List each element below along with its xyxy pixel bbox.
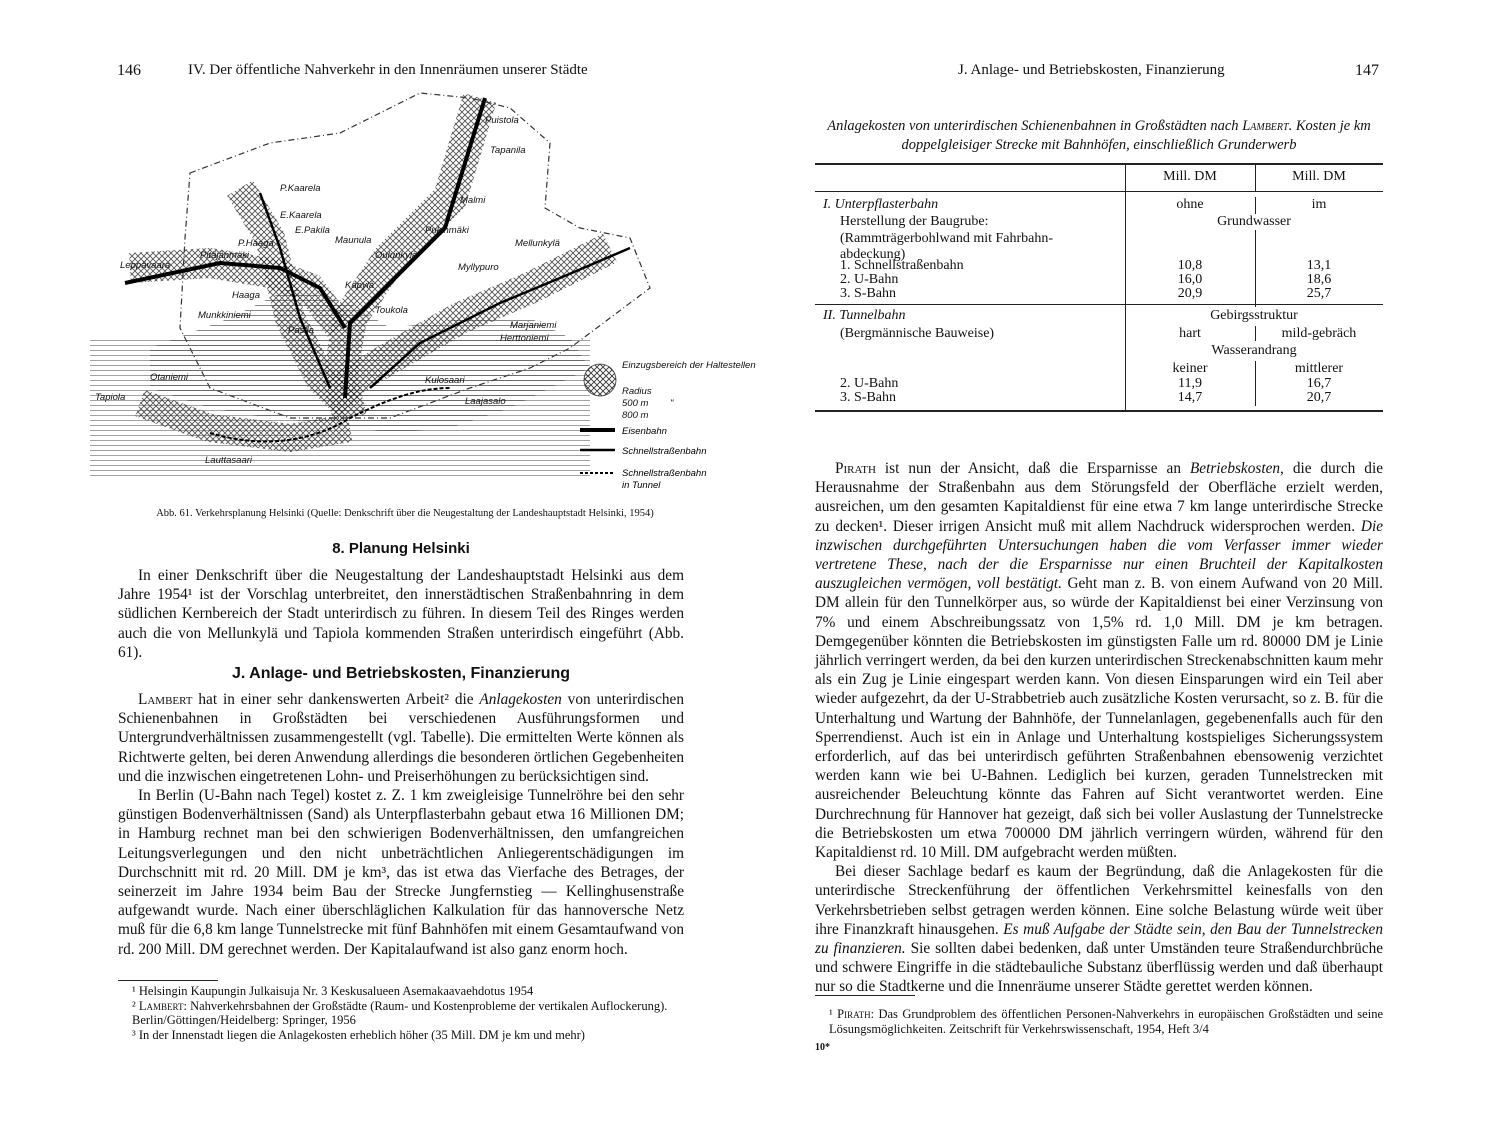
row-label: 2. U-Bahn bbox=[840, 272, 899, 287]
pirath-paragraph bbox=[815, 459, 1383, 862]
legend-fast-tram-label: Schnellstraßenbahn bbox=[622, 446, 707, 457]
s2-span: Gebirgsstruktur bbox=[1210, 308, 1298, 323]
row-label: 3. S-Bahn bbox=[840, 390, 896, 405]
map-label: Tapanila bbox=[490, 145, 526, 156]
section-j-heading: J. Anlage- und Betriebskosten, Finanzierung bbox=[231, 665, 571, 682]
map-label: Toukola bbox=[375, 305, 408, 316]
s1-sub: abdeckung) bbox=[840, 247, 906, 262]
table-section-rule bbox=[815, 304, 1383, 305]
legend-tunnel-label-1: Schnellstraßenbahn bbox=[622, 468, 707, 479]
map-legend bbox=[580, 360, 756, 491]
map-label: Mellunkylä bbox=[515, 238, 560, 249]
running-header-right: J. Anlage- und Betriebskosten, Finanzierung bbox=[958, 62, 1225, 78]
text-run: ist nun der Ansicht, daß die Ersparnisse an bbox=[875, 460, 1190, 477]
helsinki-traffic-map bbox=[90, 88, 756, 503]
legend-ditto: " bbox=[670, 398, 674, 409]
map-label: Malmi bbox=[460, 195, 486, 206]
text-run: . Kosten je km doppelgleisiger Strecke mit Bahnhöfen, einschließlich Grunderwerb bbox=[901, 118, 1371, 153]
row-label: 2. U-Bahn bbox=[840, 376, 899, 391]
lambert-paragraph bbox=[118, 690, 684, 786]
emphasis: Anlagekosten bbox=[479, 691, 562, 708]
map-label: Tapiola bbox=[95, 392, 126, 403]
author-name: Pirath bbox=[837, 1007, 871, 1021]
text-run: ¹ bbox=[829, 1007, 838, 1021]
map-label: P.Kaarela bbox=[280, 183, 321, 194]
legend-catchment-swatch bbox=[584, 364, 616, 396]
map-label: Pukinmäki bbox=[425, 225, 469, 236]
row-value: 18,6 bbox=[1306, 272, 1332, 287]
row-value: 16,0 bbox=[1177, 272, 1203, 287]
map-label: Oulunkylä bbox=[375, 250, 418, 261]
text-run: Bei dieser Sachlage bedarf es kaum der Begründung, daß die Anlagekosten für die unterirdische Streckenführung der öffentlichen Verkehrsmittel keinesfalls von den Verkehrsbetrieben selbst getragen werden können. Eine solche Belastung würde weit über ihre Finanzkraft hinausgehen. bbox=[815, 863, 1383, 938]
footnotes-right bbox=[815, 1007, 1383, 1056]
table-col-divider bbox=[1255, 326, 1256, 341]
text-run: I. Unterpflasterbahn bbox=[823, 197, 939, 212]
running-header-left: IV. Der öffentliche Nahverkehr in den Innenräumen unserer Städte bbox=[188, 62, 588, 78]
map-label: Kulosaari bbox=[425, 375, 465, 386]
legend-r800: 800 m bbox=[622, 410, 649, 421]
page-number-right: 147 bbox=[1355, 62, 1379, 79]
text-run: Sie sollten dabei bedenken, daß unter Umständen teure Straßendurchbrüche und schwere Eingriffe in die städtebauliche Substanz überflüssig werden und daß überhaupt nur so die Stadtkerne und die Innenräume unserer Städte gerettet werden können. bbox=[815, 940, 1384, 996]
emphasis: Es muß Aufgabe der Städte sein, den Bau der Tunnelstrecken zu finanzieren. bbox=[815, 920, 1383, 958]
map-label: Laajasalo bbox=[465, 396, 506, 407]
map-label: Maunula bbox=[335, 235, 372, 246]
row-value: 20,7 bbox=[1306, 390, 1332, 405]
legend-catchment-label: Einzugsbereich der Haltestellen bbox=[622, 360, 756, 371]
s1-span: Grundwasser bbox=[1125, 214, 1383, 230]
section-j-body bbox=[118, 690, 684, 959]
row-label: 1. Schnellstraßenbahn bbox=[840, 258, 964, 273]
map-label: Haaga bbox=[232, 290, 260, 301]
footnote-pirath bbox=[815, 1007, 1383, 1036]
author-name: Pirath bbox=[835, 460, 876, 477]
text-run: Geht man z. B. von einem Aufwand von 20 Mill. DM allein für den Tunnelkörper aus, so würde der Kapitaldienst bei einer Verzinsung von 7% und einem Abschreibungssatz von 1,5% rd. 1,0 Mill. DM je km betragen. Demgegenüber könnten die Betriebskosten im günstigsten Falle um rd. 80000 DM je Linie jährlich verringert werden, da bei den kurzen unterirdischen Streckenabschnitten kaum mehr als ein Zug je Linie eingespart werden kann. Von diesen Einsparungen wird ein Teil aber wieder aufgezehrt, da der U-Strabbetrieb auch zusätzliche Kosten verursacht, so z. B. für die Unterhaltung und Wartung der Bahnhöfe, der Tunnelanlagen, gegebenenfalls auch für den Sperrendienst. Auch ist ein in Anlage und Unterhaltung kostspieliges Sicherungssystem erforderlich, auf das bei unterirdisch geführten Straßenbahnen ebensowenig verzichtet werden kann wie bei U-Bahnen. Lediglich bei kurzen, geraden Tunnelstrecken mit ausreichender Beleuchtung könnte das Fahren auf Sicht verantwortet werden. Eine Durchrechnung für Hannover hat gezeigt, daß sich bei voller Auslastung der Tunnelstrecke die Betriebskosten um etwa 700000 DM jährlich verringern würden, während für den Kapitaldienst rd. 10 Mill. DM aufgebracht werden müßten. bbox=[815, 575, 1383, 862]
s2-sub: (Bergmännische Bauweise) bbox=[840, 326, 995, 341]
table-top-rule bbox=[815, 163, 1383, 165]
row-value: 16,7 bbox=[1306, 376, 1332, 391]
map-label: Käpylä bbox=[345, 280, 375, 291]
text-run: hat in einer sehr dankenswerten Arbeit² die bbox=[192, 691, 480, 708]
section-8-paragraph: In einer Denkschrift über die Neugestaltung der Landeshauptstadt Helsinki aus dem Jahre 1954¹ ist der Vorschlag unterbreitet, den innerstädtischen Straßenbahnring in dem südlichen Kernbereich der Stadt unterirdisch zu führen. In diesem Teil des Ringes werden auch die von Mellunkylä und Tapiola kommenden Straßen unterirdisch eingeführt (Abb. 61). bbox=[118, 567, 684, 661]
table-col-divider bbox=[1125, 191, 1126, 410]
s2-col1: hart bbox=[1179, 326, 1201, 341]
footnote-2 bbox=[118, 999, 684, 1028]
col-header: Mill. DM bbox=[1163, 169, 1217, 184]
footnote-3: ³ In der Innenstadt liegen die Anlagekosten erheblich höher (35 Mill. DM je km und mehr) bbox=[132, 1027, 585, 1042]
row-value: 10,8 bbox=[1177, 258, 1203, 273]
signature-mark: 10* bbox=[815, 1042, 830, 1053]
author-name: Lambert bbox=[138, 998, 184, 1013]
s2-span: Wasserandrang bbox=[1211, 343, 1297, 358]
table-bottom-rule bbox=[815, 410, 1383, 412]
legend-railway-label: Eisenbahn bbox=[622, 426, 667, 437]
footnote-rule bbox=[815, 995, 915, 996]
col-header: Mill. DM bbox=[1292, 169, 1346, 184]
legend-radius-label: Radius bbox=[622, 386, 652, 397]
row-value: 13,1 bbox=[1306, 258, 1332, 273]
table-header-rule bbox=[815, 191, 1383, 192]
right-body bbox=[815, 459, 1383, 997]
map-label: Marjaniemi bbox=[510, 320, 557, 331]
map-label: Otaniemi bbox=[150, 372, 189, 383]
footnote-rule bbox=[118, 980, 218, 981]
row-value: 11,9 bbox=[1178, 376, 1202, 391]
row-label: 3. S-Bahn bbox=[840, 286, 896, 301]
berlin-paragraph: In Berlin (U-Bahn nach Tegel) kostet z. Z. 1 km zweigleisige Tunnelröhre bei den sehr günstigen Bodenverhältnissen (Sand) als Unterpflasterbahn gebaut etwa 16 Millionen DM; in Hamburg rechnet man bei den schwierigen Bodenverhältnissen, den umfangreichen Leitungsverlegungen und den nicht unbeträchtlichen Anliegerentschädigungen im Durchschnitt mit rd. 20 Mill. DM je km³, das ist etwa das Vierfache des Betrages, der seinerzeit im Jahre 1934 beim Bau der Strecke Jungfernstieg — Kellinghusenstraße aufgewandt wurde. Nach einer überschläglichen Kalkulation für das hannoversche Netz muß für die 6,8 km lange Tunnelstrecke mit fünf Bahnhöfen mit einem Gesamtaufwand von rd. 200 Mill. DM gerechnet werden. Der Kapitalaufwand ist also ganz enorm hoch. bbox=[118, 787, 684, 958]
s2-col4: mittlerer bbox=[1294, 361, 1344, 376]
figure-caption: Abb. 61. Verkehrsplanung Helsinki (Quelle: Denkschrift über die Neugestaltung der Landeshauptstadt Helsinki, 1954) bbox=[156, 508, 654, 519]
map-label: E.Kaarela bbox=[280, 210, 322, 221]
text-run: ² bbox=[132, 998, 139, 1013]
map-label: Puistola bbox=[485, 115, 519, 126]
author-name: Lambert bbox=[138, 691, 193, 708]
s2-col2: mild-gebräch bbox=[1281, 326, 1357, 341]
text-run: : Nahverkehrsbahnen der Großstädte (Raum- und Kostenprobleme der vertikalen Auflockerung). Berlin/Göttingen/Heidelberg: Springer, 1956 bbox=[132, 998, 668, 1027]
s1-col2-header: im bbox=[1311, 197, 1327, 212]
footnotes-left bbox=[118, 984, 684, 1042]
text-run: von unterirdischen Schienenbahnen in Großstädten bei verschiedenen Ausführungsformen und Untergrundverhältnissen zusammengestellt (vgl. Tabelle). Die ermittelten Werte können als Richtwerte gelten, bei deren Anwendung allerdings die besonderen örtlichen Gegebenheiten und die inzwischen eingetretenen Lohn- und Preiserhöhungen zu berücksichtigen sind. bbox=[118, 691, 684, 785]
map-label: Pasila bbox=[288, 325, 314, 336]
section-8-body bbox=[118, 566, 684, 662]
section-1-title bbox=[823, 197, 938, 213]
s2-col3: keiner bbox=[1172, 361, 1208, 376]
map-label: P.Haaga bbox=[238, 238, 274, 249]
page-number-left: 146 bbox=[117, 62, 141, 79]
emphasis: Betriebskosten bbox=[1189, 460, 1281, 477]
s1-sub: (Rammträgerbohlwand mit Fahrbahn- bbox=[840, 231, 1054, 246]
map-label: E.Pakila bbox=[295, 225, 330, 236]
text-run: Anlagekosten von unterirdischen Schienenbahnen in Großstädten nach bbox=[827, 118, 1243, 134]
map-label: Herttoniemi bbox=[500, 333, 549, 344]
row-value: 20,9 bbox=[1177, 286, 1203, 301]
s1-sub: Herstellung der Baugrube: bbox=[840, 214, 989, 229]
map-label: Pitäjänmäki bbox=[200, 250, 250, 261]
footnote-1: ¹ Helsingin Kaupungin Julkaisuja Nr. 3 Keskusalueen Asemakaavaehdotus 1954 bbox=[132, 984, 534, 998]
legend-tunnel-label-2: in Tunnel bbox=[622, 480, 661, 491]
s1-col1-header: ohne bbox=[1176, 197, 1204, 212]
section-2-title bbox=[823, 308, 905, 324]
map-label: Myllypuro bbox=[458, 262, 499, 273]
section-8-heading: 8. Planung Helsinki bbox=[332, 540, 470, 557]
row-value: 14,7 bbox=[1177, 390, 1203, 405]
map-label: Leppävaara bbox=[120, 260, 171, 271]
row-value: 25,7 bbox=[1306, 286, 1332, 301]
map-label: Lauttasaari bbox=[205, 455, 253, 466]
legend-r500: 500 m bbox=[622, 398, 649, 409]
map-label: Munkkiniemi bbox=[198, 310, 251, 321]
emphasis: Die inzwischen durchgeführten Untersuchungen haben die vom Verfasser immer wieder vertretene These, nach der die Ersparnisse nur einen Bruchteil der Kapitalkosten auszugleichen vermögen, voll bestätigt. bbox=[815, 517, 1383, 593]
text-run: II. Tunnelbahn bbox=[823, 308, 906, 323]
text-run: : Das Grundproblem des öffentlichen Personen-Nahverkehrs in europäischen Großstädten und seine Lösungsmöglichkeiten. Zeitschrift für Verkehrswissenschaft, 1954, Heft 3/4 bbox=[829, 1007, 1383, 1036]
text-run: , die durch die Herausnahme der Straßenbahn aus dem Störungsfeld der Oberfläche erzielt werden, ausreichen, um den gesamten Kapitaldienst für eine etwa 7 km lange unterirdische Strecke zu decken¹. Dieser irrigen Ansicht muß mit allem Nachdruck widersprochen werden. bbox=[815, 460, 1383, 535]
author-name: Lambert bbox=[1242, 118, 1289, 134]
conclusion-paragraph bbox=[815, 862, 1383, 996]
table-title bbox=[815, 117, 1383, 155]
